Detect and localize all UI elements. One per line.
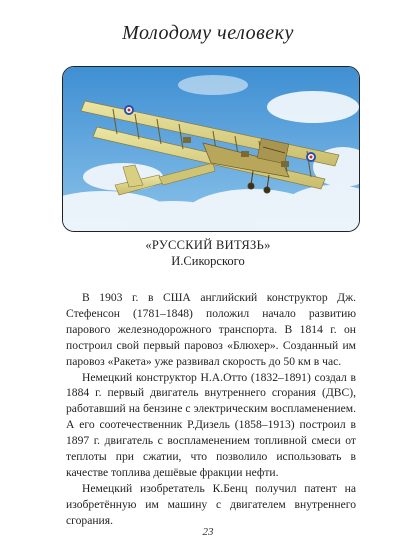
paragraph: Немецкий изобретатель К.Бенц получил патент на изобретённую им машину с двигателем внутреннего сгорания.	[66, 481, 356, 527]
article-body	[66, 290, 356, 529]
airplane-image	[63, 67, 359, 231]
airplane-illustration	[62, 66, 360, 232]
running-header: Молодому человеку	[122, 22, 294, 44]
figure-caption-title: «РУССКИЙ ВИТЯЗЬ»	[145, 238, 271, 252]
paragraph: Немецкий конструктор Н.А.Отто (1832–1891) создал в 1884 г. первый двигатель внутреннего сгорания (ДВС), работавший на бензине с электрическим воспламенением. А его соотечественник Р.Дизель (1858–1913) построил в 1897 г. двигатель с воспламенением топливной смеси от теплоты при сжатии, что позволило использовать в качестве топлива дешёвые фракции нефти.	[66, 370, 356, 479]
page-number: 23	[202, 526, 214, 538]
figure-caption-author: И.Сикорского	[171, 254, 245, 268]
paragraph: В 1903 г. в США английский конструктор Дж. Стефенсон (1781–1848) положил начало развитию парового железнодорожного транспорта. В 1814 г. он построил свой первый паровоз «Блюхер». Созданный им паровоз «Ракета» уже развивал скорость до 50 км в час.	[66, 291, 356, 368]
